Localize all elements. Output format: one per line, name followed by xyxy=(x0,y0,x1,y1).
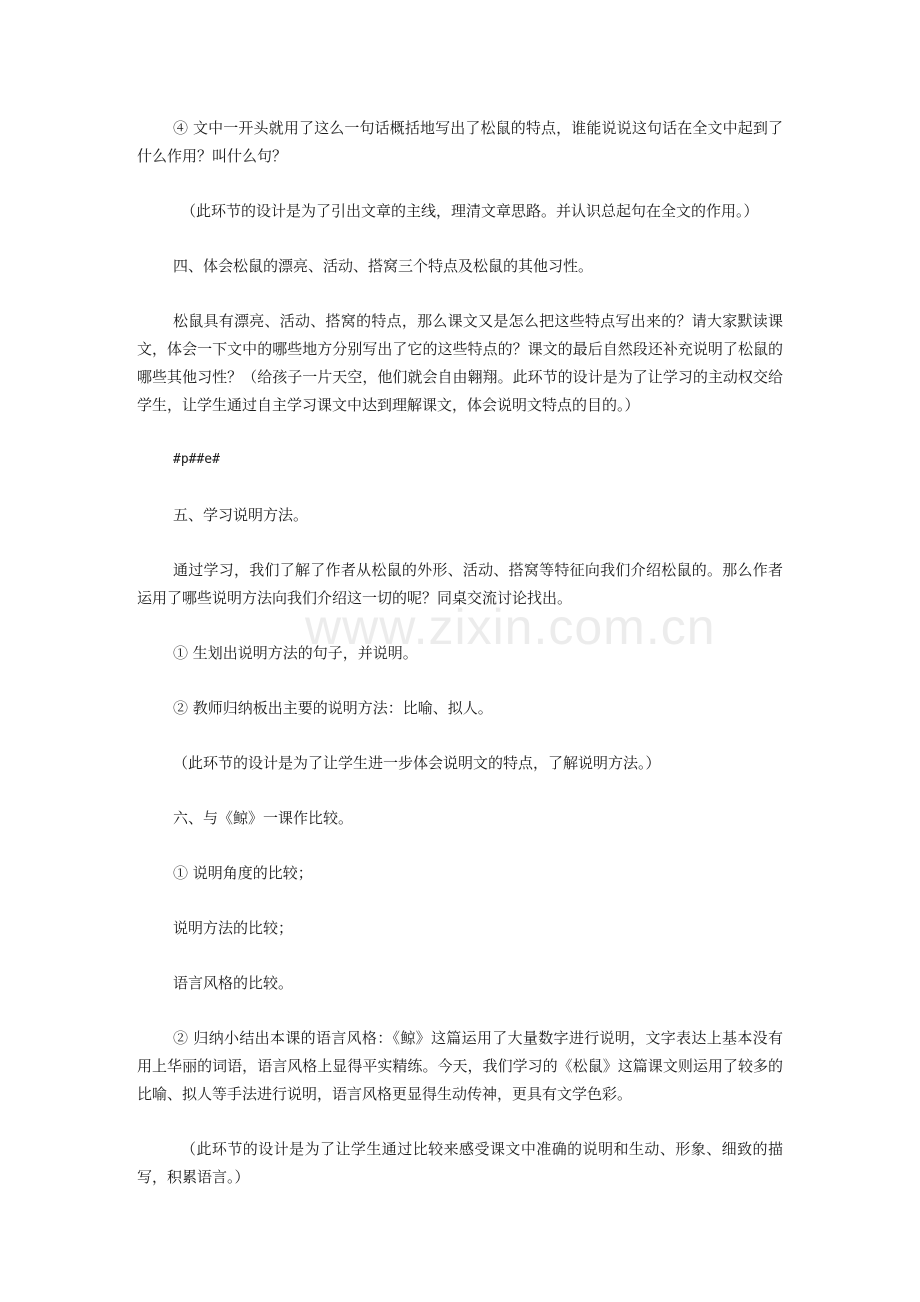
paragraph: ④ 文中一开头就用了这么一句话概括地写出了松鼠的特点，谁能说说这句话在全文中起到了什么作用？叫什么句？ xyxy=(137,119,783,165)
section-heading: 五、学习说明方法。 xyxy=(173,506,309,524)
watermark: www.zixin.com.cn xyxy=(305,599,716,655)
paragraph: （此环节的设计是为了引出文章的主线，理清文章思路。并认识总起句在全文的作用。） xyxy=(181,202,759,220)
document-body xyxy=(137,114,783,1218)
paragraph: 松鼠具有漂亮、活动、搭窝的特点，那么课文又是怎么把这些特点写出来的？请大家默读课文，体会一下文中的哪些地方分别写出了它的这些特点的？课文的最后自然段还补充说明了松鼠的哪些其他习性？（给孩子一片天空，他们就会自由翱翔。此环节的设计是为了让学习的主动权交给学生，让学生通过自主学习课文中达到理解课文，体会说明文特点的目的。） xyxy=(137,312,783,414)
list-item: ② 教师归纳板出主要的说明方法：比喻、拟人。 xyxy=(173,699,493,717)
page-marker: #p##e# xyxy=(173,452,220,467)
section-heading: 四、体会松鼠的漂亮、活动、搭窝三个特点及松鼠的其他习性。 xyxy=(173,257,594,275)
list-item: ② 归纳小结出本课的语言风格：《鲸》这篇运用了大量数字进行说明，文字表达上基本没有用上华丽的词语，语言风格上显得平实精练。今天，我们学习的《松鼠》这篇课文则运用了较多的比喻、拟人等手法进行说明，语言风格更显得生动传神，更具有文学色彩。 xyxy=(137,1029,783,1103)
list-item: ① 生划出说明方法的句子，并说明。 xyxy=(173,644,418,662)
list-item: 语言风格的比较。 xyxy=(173,974,294,992)
paragraph: （此环节的设计是为了让学生进一步体会说明文的特点，了解说明方法。） xyxy=(173,754,661,772)
list-item: 说明方法的比较； xyxy=(173,919,294,937)
section-heading: 六、与《鲸》一课作比较。 xyxy=(173,809,354,827)
paragraph: 通过学习，我们了解了作者从松鼠的外形、活动、搭窝等特征向我们介绍松鼠的。那么作者运用了哪些说明方法向我们介绍这一切的呢？同桌交流讨论找出。 xyxy=(137,561,783,607)
paragraph: （此环节的设计是为了让学生通过比较来感受课文中准确的说明和生动、形象、细致的描写，积累语言。） xyxy=(137,1140,783,1186)
list-item: ① 说明角度的比较； xyxy=(173,864,313,882)
